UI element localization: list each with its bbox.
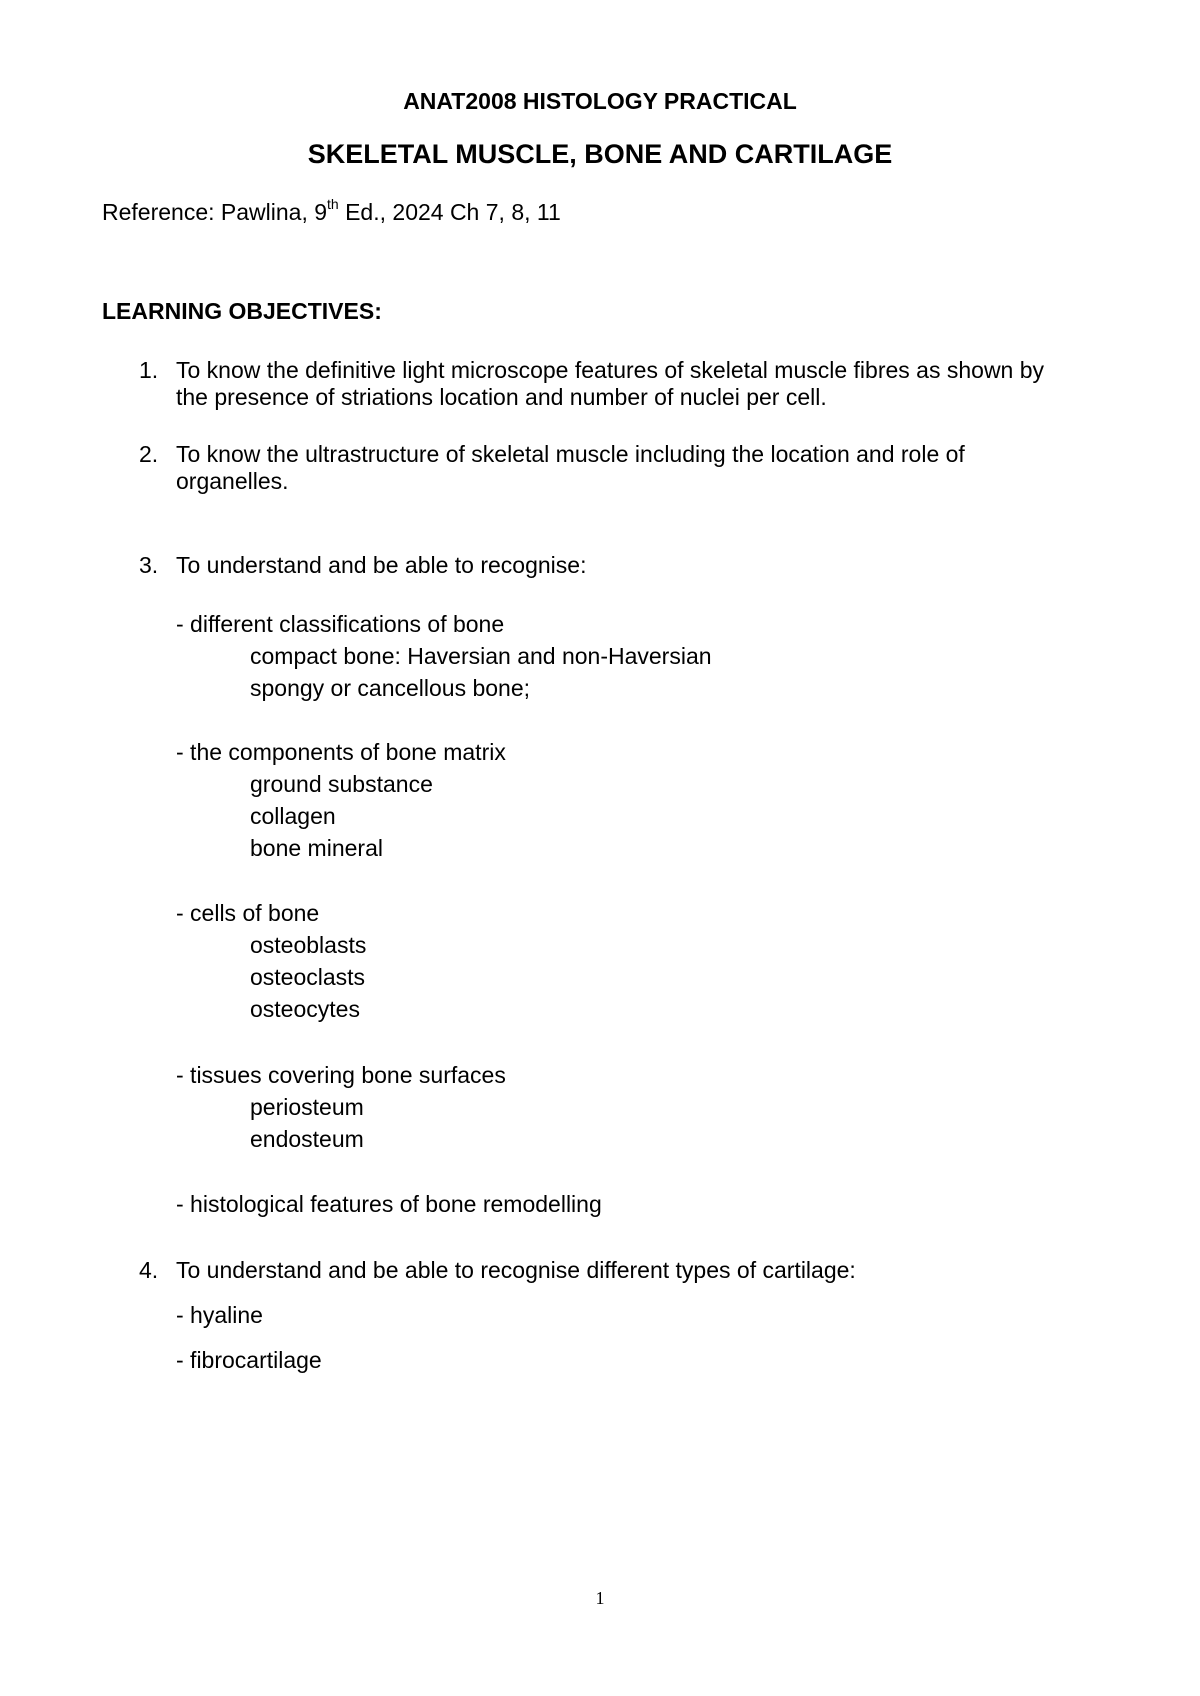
bone-cells-heading: - cells of bone: [176, 900, 320, 926]
objective-2-number: 2.: [139, 441, 159, 467]
reference-prefix: Reference: Pawlina, 9: [102, 199, 328, 225]
bone-matrix-heading: - the components of bone matrix: [176, 739, 506, 765]
page-title: SKELETAL MUSCLE, BONE AND CARTILAGE: [307, 139, 893, 169]
bone-classifications-item: spongy or cancellous bone;: [250, 675, 531, 701]
cartilage-type-item: - hyaline: [176, 1302, 263, 1328]
objective-1-line-1: To know the definitive light microscope features of skeletal muscle fibres as shown by: [176, 357, 1045, 383]
reference-line: [102, 197, 561, 227]
bone-matrix-item: ground substance: [250, 771, 433, 797]
bone-classifications-heading: - different classifications of bone: [176, 611, 505, 637]
objective-3-line-1: To understand and be able to recognise:: [176, 552, 587, 578]
objective-4-number: 4.: [139, 1257, 159, 1283]
course-title: ANAT2008 HISTOLOGY PRACTICAL: [403, 88, 797, 114]
reference-suffix: Ed., 2024 Ch 7, 8, 11: [338, 199, 561, 225]
cartilage-type-item: - fibrocartilage: [176, 1347, 322, 1373]
bone-matrix-item: collagen: [250, 803, 336, 829]
objective-3-number: 3.: [139, 552, 159, 578]
reference-superscript: th: [327, 196, 339, 213]
objective-4-line-1: To understand and be able to recognise different types of cartilage:: [176, 1257, 856, 1283]
objective-1-number: 1.: [139, 357, 159, 383]
bone-cells-item: osteoclasts: [250, 964, 366, 990]
objectives-heading: LEARNING OBJECTIVES:: [102, 298, 382, 324]
bone-surfaces-heading: - tissues covering bone surfaces: [176, 1062, 506, 1088]
objective-2-line-1: To know the ultrastructure of skeletal muscle including the location and role of: [176, 441, 965, 467]
bone-surfaces-item: endosteum: [250, 1126, 364, 1152]
bone-remodelling-heading: - histological features of bone remodelling: [176, 1191, 602, 1217]
page-number: 1: [595, 1588, 605, 1608]
bone-surfaces-item: periosteum: [250, 1094, 364, 1120]
bone-classifications-item: compact bone: Haversian and non-Haversian: [250, 643, 712, 669]
bone-cells-item: osteocytes: [250, 996, 360, 1022]
objective-2-line-2: organelles.: [176, 468, 289, 494]
bone-cells-item: osteoblasts: [250, 932, 367, 958]
objective-1-line-2: the presence of striations location and number of nuclei per cell.: [176, 384, 827, 410]
bone-matrix-item: bone mineral: [250, 835, 383, 861]
